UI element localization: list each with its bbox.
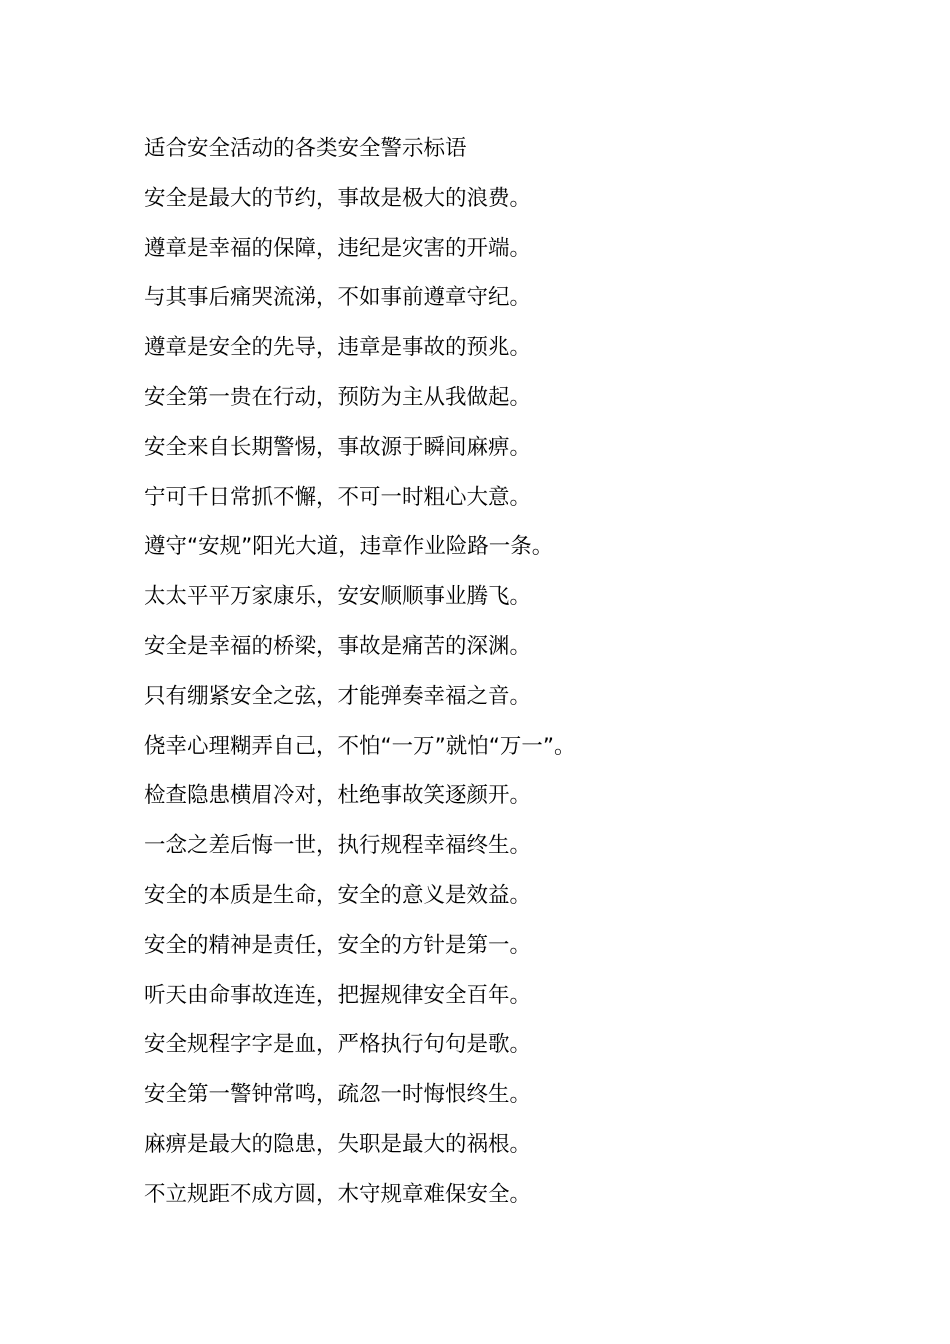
slogan-line: 安全的精神是责任，安全的方针是第一。 [144, 932, 532, 958]
slogan-line: 不立规距不成方圆，木守规章难保安全。 [144, 1181, 532, 1207]
slogan-line: 与其事后痛哭流涕，不如事前遵章守纪。 [144, 285, 532, 311]
slogan-line: 遵守“安规”阳光大道，违章作业险路一条。 [144, 534, 554, 560]
slogan-line: 宁可千日常抓不懈，不可一时粗心大意。 [144, 484, 532, 510]
slogan-line: 只有绷紧安全之弦，才能弹奏幸福之音。 [144, 683, 532, 709]
slogan-line: 遵章是安全的先导，违章是事故的预兆。 [144, 335, 532, 361]
document-body [144, 131, 844, 1227]
slogan-line: 安全来自长期警惕，事故源于瞬间麻痹。 [144, 434, 532, 460]
slogan-line: 检查隐患横眉冷对，杜绝事故笑逐颜开。 [144, 783, 532, 809]
slogan-line: 遵章是幸福的保障，违纪是灾害的开端。 [144, 235, 532, 261]
slogan-line: 听天由命事故连连，把握规律安全百年。 [144, 982, 532, 1008]
slogan-line: 安全规程字字是血，严格执行句句是歌。 [144, 1032, 532, 1058]
slogan-line: 麻痹是最大的隐患，失职是最大的祸根。 [144, 1131, 532, 1157]
slogan-line: 侥幸心理糊弄自己，不怕“一万”就怕“万一”。 [144, 733, 576, 759]
slogan-line: 太太平平万家康乐，安安顺顺事业腾飞。 [144, 584, 532, 610]
slogan-line: 安全的本质是生命，安全的意义是效益。 [144, 882, 532, 908]
document-title: 适合安全活动的各类安全警示标语 [144, 136, 467, 161]
slogan-line: 安全是幸福的桥梁，事故是痛苦的深渊。 [144, 633, 532, 659]
slogan-line: 一念之差后悔一世，执行规程幸福终生。 [144, 833, 532, 859]
slogan-line: 安全是最大的节约，事故是极大的浪费。 [144, 185, 532, 211]
slogan-line: 安全第一贵在行动，预防为主从我做起。 [144, 384, 532, 410]
slogan-line: 安全第一警钟常鸣，疏忽一时悔恨终生。 [144, 1082, 532, 1108]
